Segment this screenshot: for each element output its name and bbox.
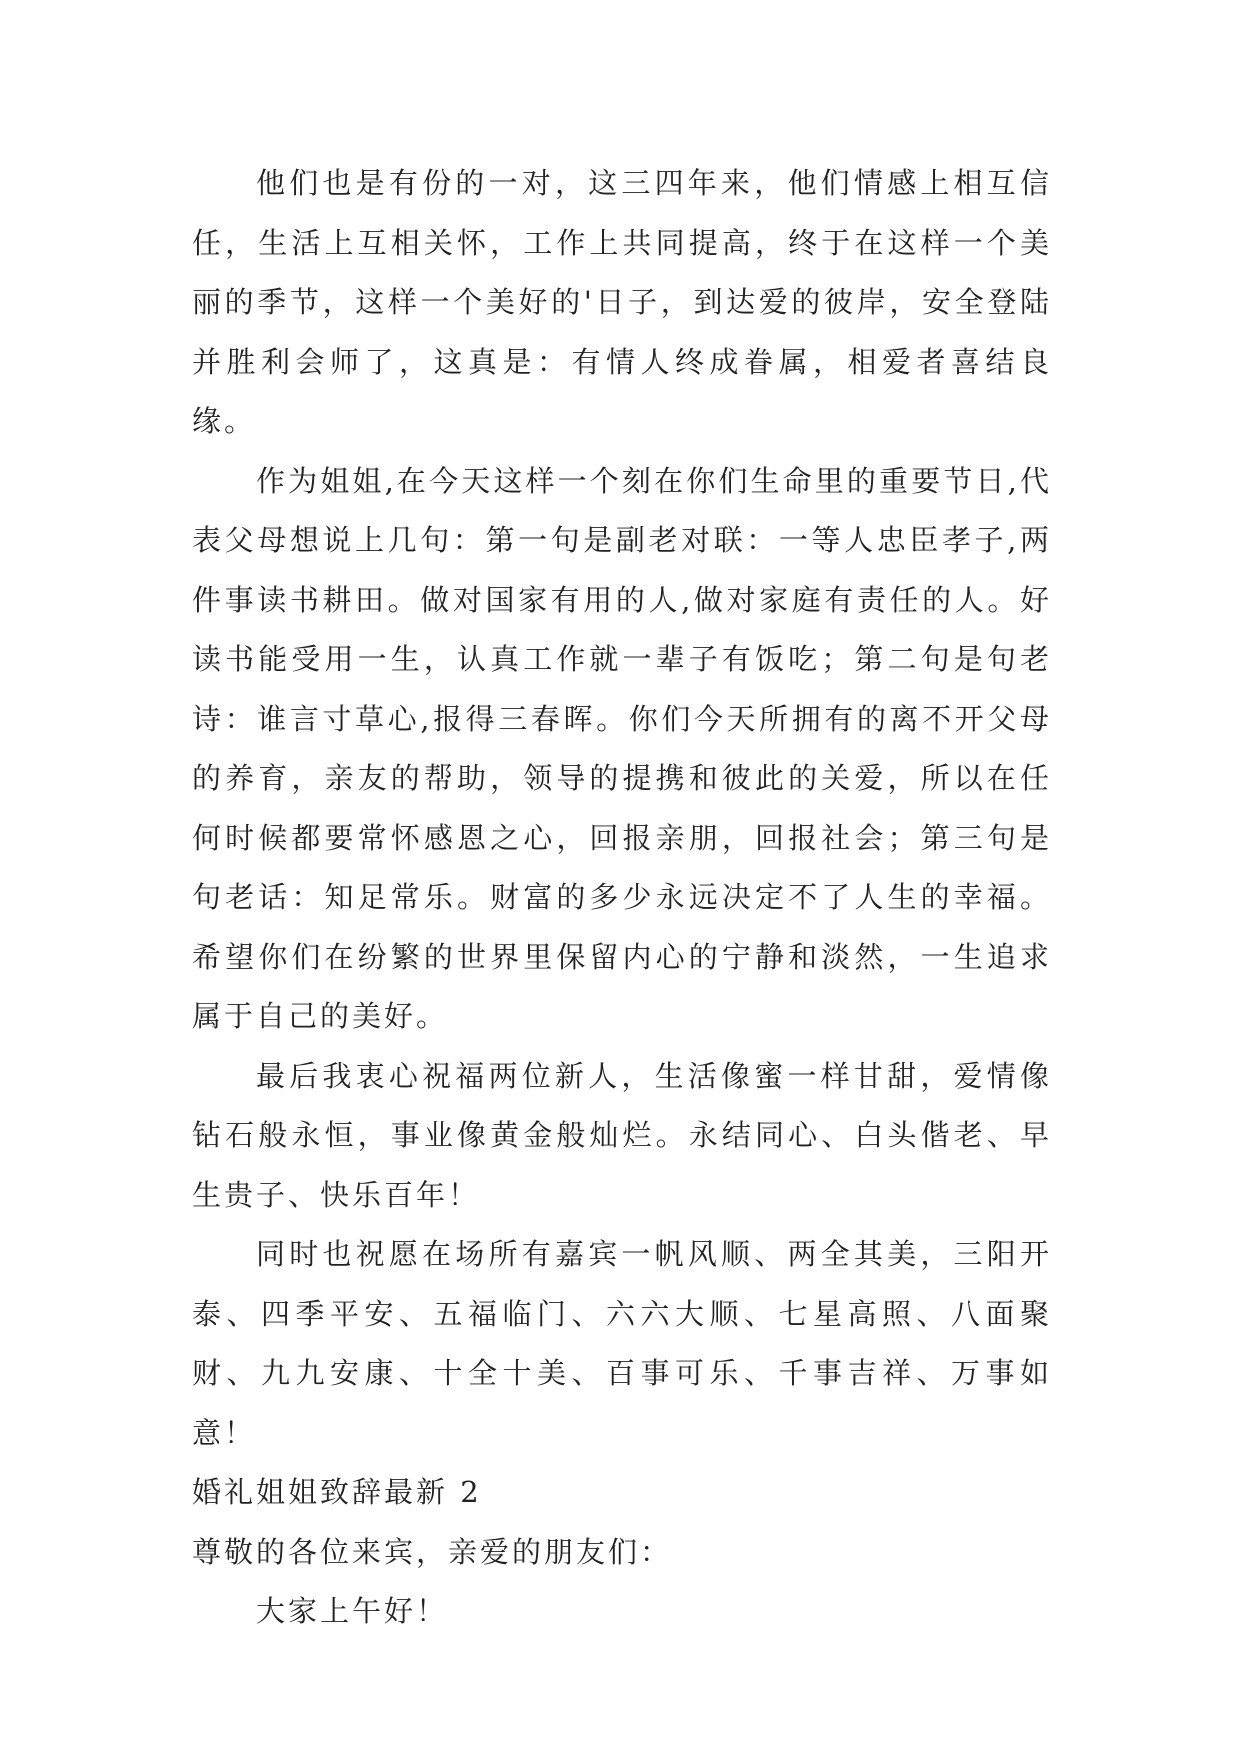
section-title: 婚礼姐姐致辞最新 2 xyxy=(192,1475,482,1509)
paragraph-blessing: 最后我衷心祝福两位新人，生活像蜜一样甘甜，爱情像钻石般永恒，事业像黄金般灿烂。永结同心、白头偕老、早生贵子、快乐百年！ xyxy=(192,1058,1052,1212)
paragraph-couple-story: 他们也是有份的一对，这三四年来，他们情感上相互信任，生活上互相关怀，工作上共同提高，终于在这样一个美丽的季节，这样一个美好的'日子，到达爱的彼岸，安全登陆并胜利会师了，这真是：有情人终成眷属，相爱者喜结良缘。 xyxy=(192,166,1052,438)
salutation: 尊敬的各位来宾，亲爱的朋友们： xyxy=(192,1534,673,1569)
paragraph-guest-wishes: 同时也祝愿在场所有嘉宾一帆风顺、两全其美，三阳开泰、四季平安、五福临门、六六大顺、七星高照、八面聚财、九九安康、十全十美、百事可乐、千事吉祥、万事如意！ xyxy=(192,1237,1052,1450)
paragraph-sister-advice: 作为姐姐,在今天这样一个刻在你们生命里的重要节日,代表父母想说上几句：第一句是副老对联：一等人忠臣孝子,两件事读书耕田。做对国家有用的人,做对家庭有责任的人。好读书能受用一生，认真工作就一辈子有饭吃；第二句是句老诗：谁言寸草心,报得三春晖。你们今天所拥有的离不开父母的养育，亲友的帮助，领导的提携和彼此的关爱，所以在任何时候都要常怀感恩之心，回报亲朋，回报社会；第三句是句老话：知足常乐。财富的多少永远决定不了人生的幸福。希望你们在纷繁的世界里保留内心的宁静和淡然，一生追求属于自己的美好。 xyxy=(192,463,1052,1033)
document-body xyxy=(192,154,1052,1642)
greeting: 大家上午好！ xyxy=(256,1594,449,1628)
